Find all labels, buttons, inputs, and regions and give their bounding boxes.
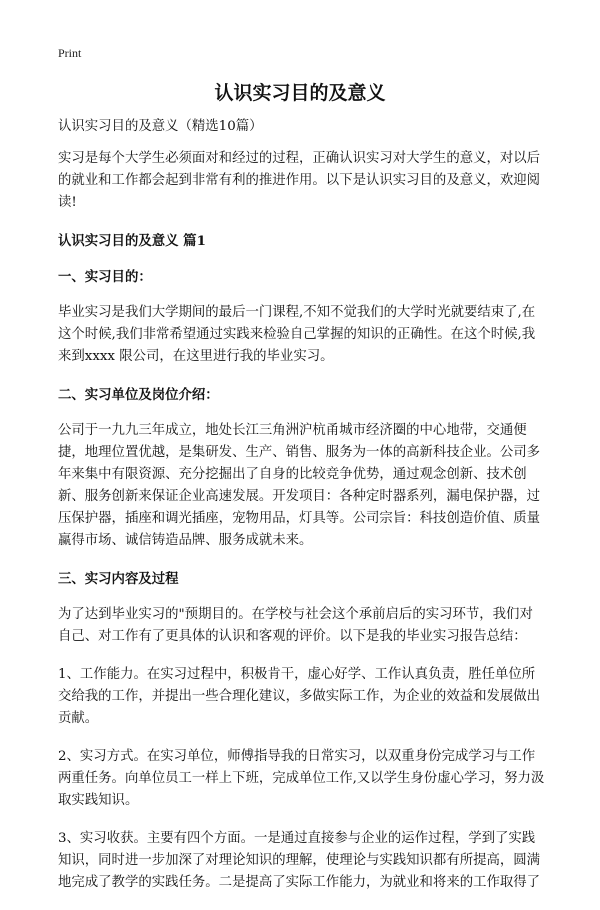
section-heading: 三、实习内容及过程	[58, 571, 179, 587]
section-heading: 一、实习目的：	[58, 269, 152, 285]
body-paragraph: 1、工作能力。在实习过程中，积极肯干，虚心好学、工作认真负责，胜任单位所交给我的工作，并提出一些合理化建议，多做实际工作，为企业的效益和发展做出贡献。	[58, 667, 541, 726]
section-heading: 二、实习单位及岗位介绍：	[58, 387, 219, 403]
print-link[interactable]: Print	[58, 46, 82, 60]
body-paragraph: 为了达到毕业实习的"预期目的。在学校与社会这个承前启后的实习环节，我们对自己、对工作有了更具体的认识和客观的评价。以下是我的毕业实习报告总结：	[58, 607, 533, 644]
body-paragraph: 3、实习收获。主要有四个方面。一是通过直接参与企业的运作过程，学到了实践知识，同时进一步加深了对理论知识的理解，使理论与实践知识都有所提高，圆满地完成了教学的实践任务。二是提高了实际工作能力，为就业和将来的工作取得了	[58, 831, 541, 890]
body-paragraph: 公司于一九九三年成立，地处长江三角洲沪杭甬城市经济圈的中心地带，交通便捷，地理位置优越，是集研发、生产、销售、服务为一体的高新科技企业。公司多年来集中有限资源、充分挖掘出了自身的比较竞争优势，通过观念创新、技术创新、服务创新来保证企业高速发展。开发项目：各种定时器系列，漏电保护器，过压保护器，插座和调光插座，宠物用品，灯具等。公司宗旨：科技创造价值、质量赢得市场、诚信铸造品牌、服务成就未来。	[58, 423, 541, 548]
article-body	[58, 116, 546, 910]
page-title: 认识实习目的及意义	[214, 82, 386, 104]
body-paragraph: 2、实习方式。在实习单位，师傅指导我的日常实习，以双重身份完成学习与工作两重任务。向单位员工一样上下班，完成单位工作,又以学生身份虚心学习，努力汲取实践知识。	[58, 749, 545, 808]
section-title: 认识实习目的及意义 篇1	[58, 233, 206, 249]
body-paragraph: 毕业实习是我们大学期间的最后一门课程,不知不觉我们的大学时光就要结束了,在这个时候,我们非常希望通过实践来检验自己掌握的知识的正确性。在这个时候,我来到xxxx 限公司，在这里进行我的毕业实习。	[58, 305, 536, 364]
intro-paragraph: 实习是每个大学生必须面对和经过的过程，正确认识实习对大学生的意义，对以后的就业和工作都会起到非常有利的推进作用。以下是认识实习目的及意义，欢迎阅读!	[58, 151, 541, 210]
article-subtitle: 认识实习目的及意义（精选10篇）	[58, 119, 263, 134]
